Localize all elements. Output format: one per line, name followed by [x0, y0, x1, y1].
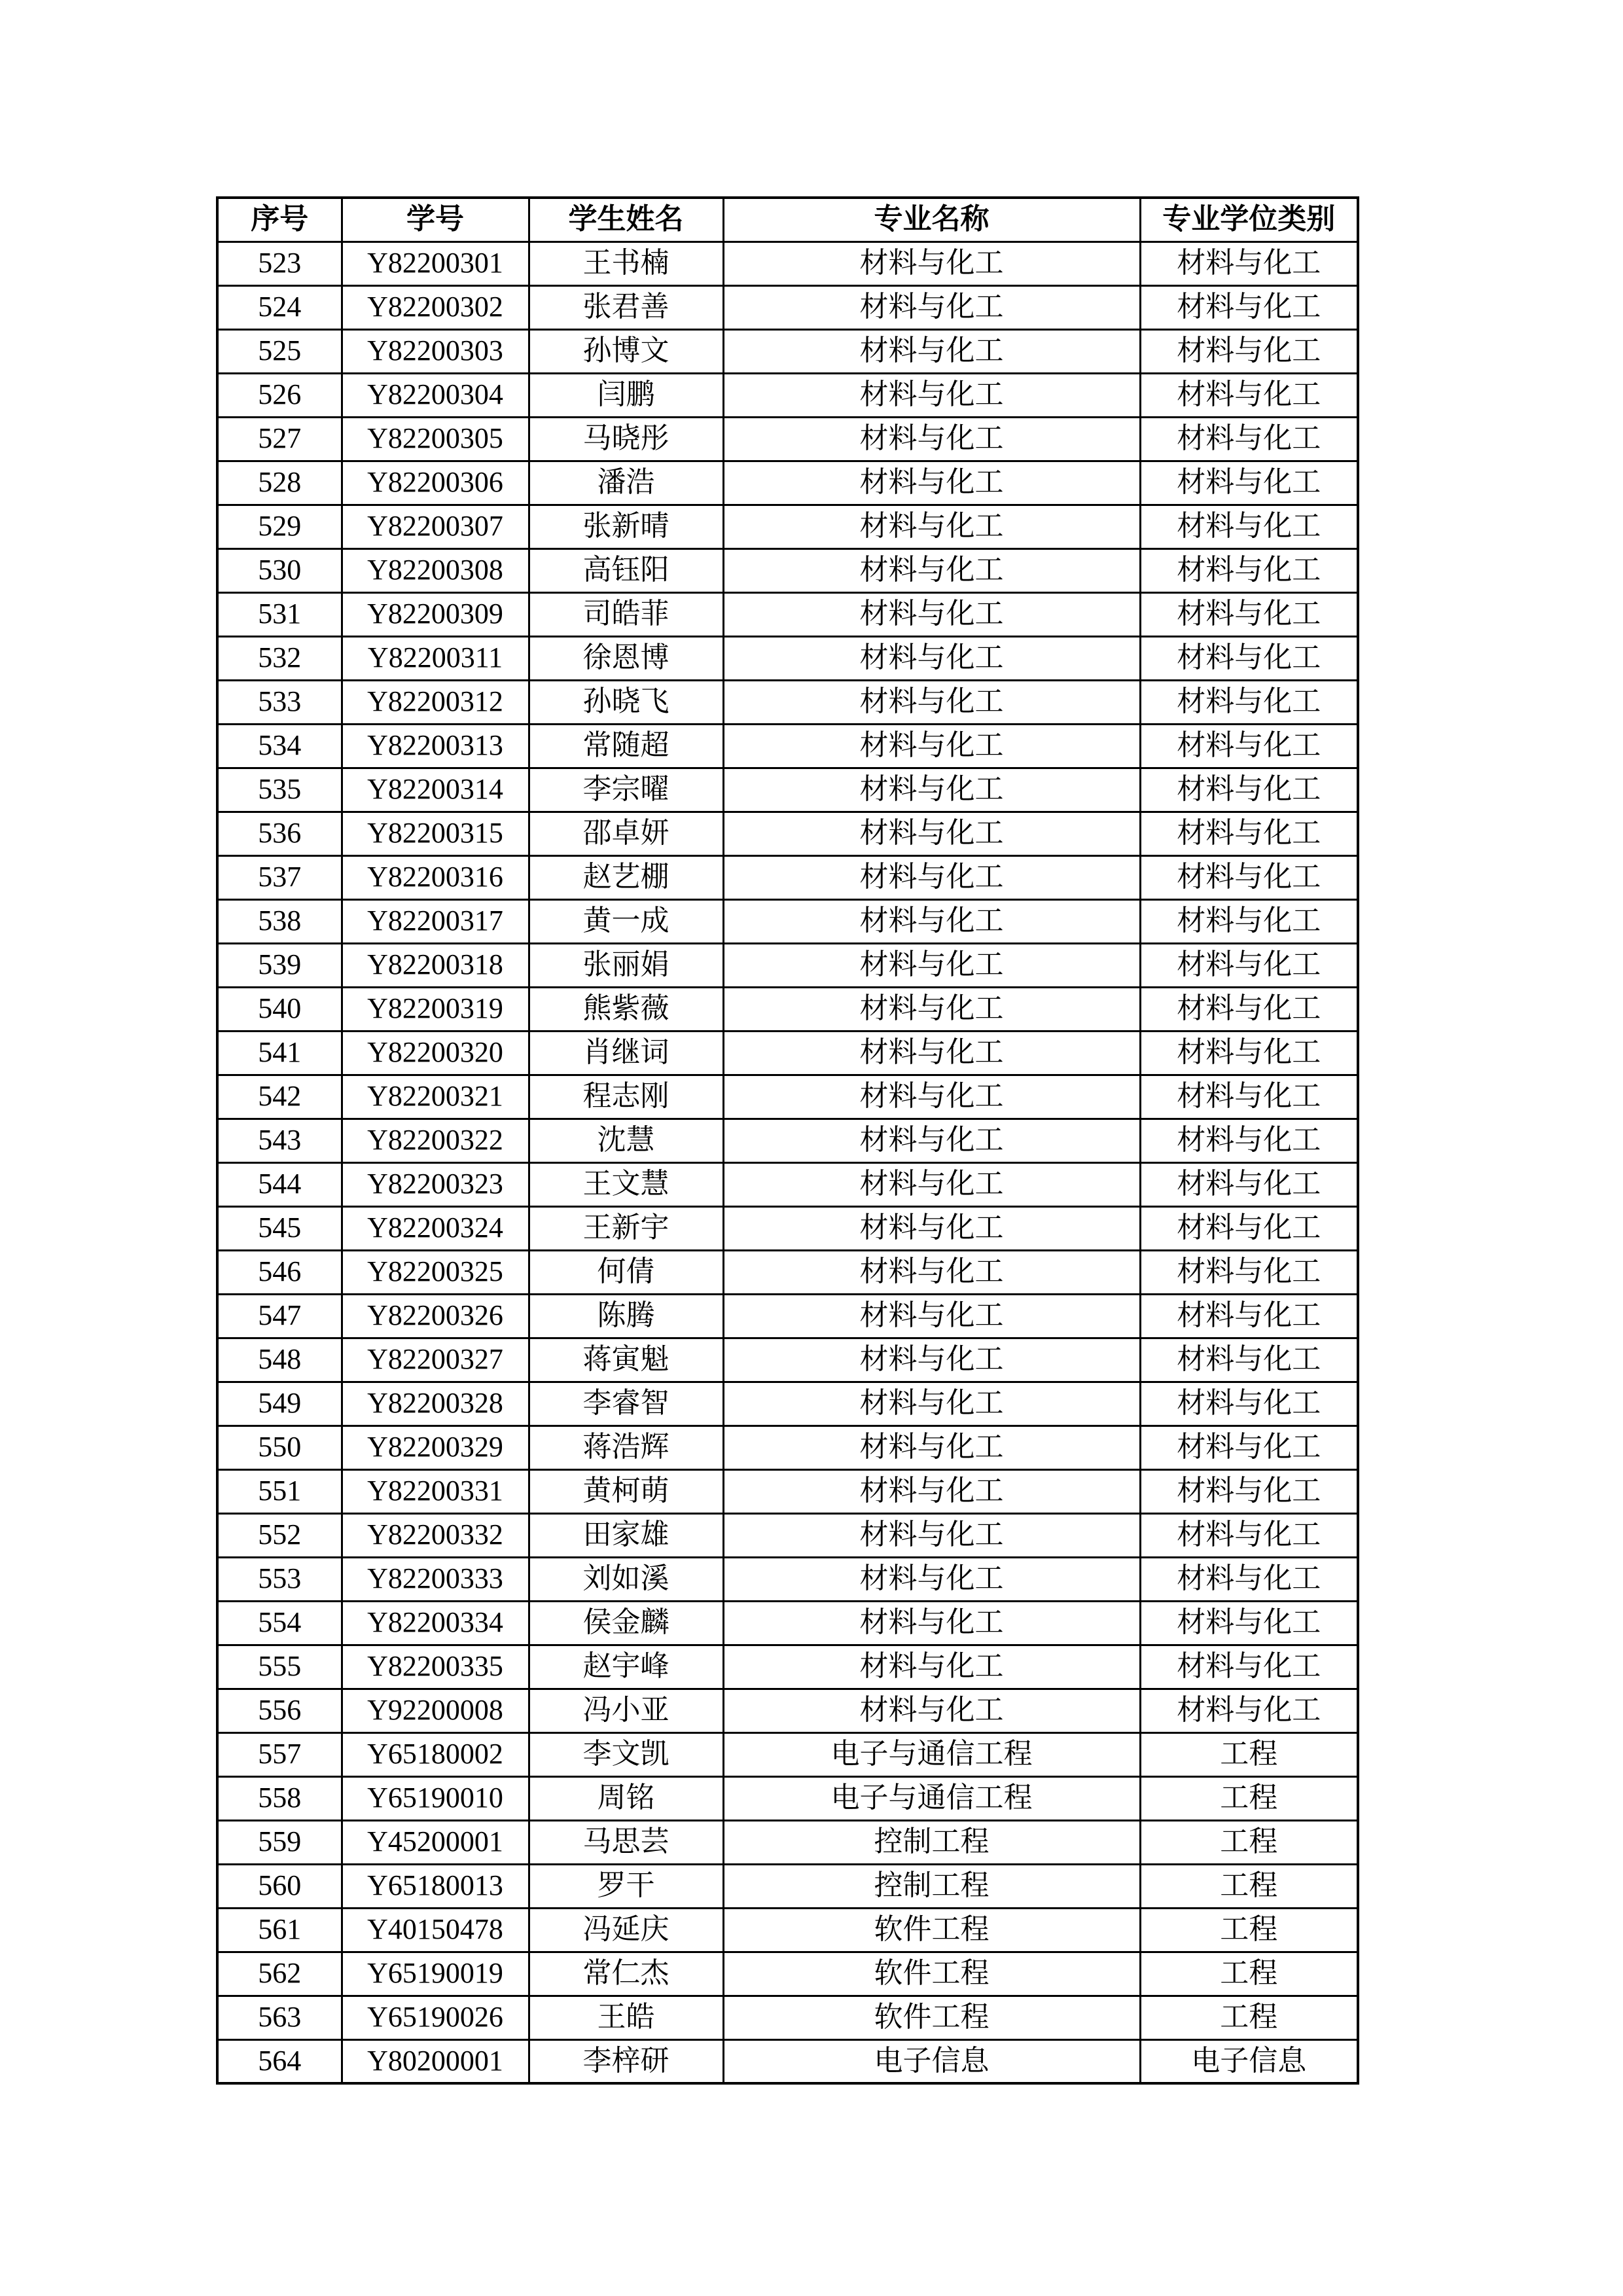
- cell-degree-category: 材料与化工: [1140, 285, 1358, 329]
- cell-name: 常仁杰: [529, 1952, 723, 1996]
- cell-major: 材料与化工: [723, 1206, 1140, 1250]
- table-row: [217, 1382, 1358, 1426]
- cell-seq: 532: [217, 636, 342, 680]
- cell-seq: 540: [217, 987, 342, 1031]
- cell-name: 何倩: [529, 1250, 723, 1294]
- cell-name: 王皓: [529, 1996, 723, 2039]
- table-row: [217, 1908, 1358, 1952]
- cell-degree-category: 工程: [1140, 1952, 1358, 1996]
- cell-student-id: Y65190026: [342, 1996, 529, 2039]
- table-row: [217, 1162, 1358, 1206]
- cell-seq: 558: [217, 1776, 342, 1820]
- cell-seq: 524: [217, 285, 342, 329]
- cell-seq: 527: [217, 417, 342, 461]
- cell-seq: 548: [217, 1338, 342, 1382]
- cell-degree-category: 材料与化工: [1140, 1075, 1358, 1119]
- cell-student-id: Y82200307: [342, 505, 529, 548]
- cell-name: 常随超: [529, 724, 723, 768]
- cell-seq: 523: [217, 242, 342, 285]
- cell-name: 程志刚: [529, 1075, 723, 1119]
- cell-student-id: Y82200332: [342, 1513, 529, 1557]
- table-row: [217, 812, 1358, 855]
- table-row: [217, 1645, 1358, 1689]
- table-row: [217, 1689, 1358, 1732]
- cell-student-id: Y82200302: [342, 285, 529, 329]
- cell-seq: 536: [217, 812, 342, 855]
- cell-name: 马晓彤: [529, 417, 723, 461]
- cell-degree-category: 材料与化工: [1140, 899, 1358, 943]
- cell-student-id: Y82200319: [342, 987, 529, 1031]
- cell-student-id: Y82200313: [342, 724, 529, 768]
- cell-name: 刘如溪: [529, 1557, 723, 1601]
- cell-seq: 555: [217, 1645, 342, 1689]
- table-row: [217, 1732, 1358, 1776]
- cell-major: 电子与通信工程: [723, 1732, 1140, 1776]
- cell-student-id: Y82200323: [342, 1162, 529, 1206]
- cell-seq: 525: [217, 329, 342, 373]
- cell-name: 黄柯萌: [529, 1469, 723, 1513]
- cell-major: 材料与化工: [723, 1119, 1140, 1162]
- table-row: [217, 768, 1358, 812]
- cell-degree-category: 材料与化工: [1140, 1513, 1358, 1557]
- cell-major: 材料与化工: [723, 329, 1140, 373]
- table-row: [217, 1338, 1358, 1382]
- cell-name: 罗干: [529, 1864, 723, 1908]
- cell-degree-category: 材料与化工: [1140, 373, 1358, 417]
- cell-student-id: Y82200315: [342, 812, 529, 855]
- cell-student-id: Y82200326: [342, 1294, 529, 1338]
- table-row: [217, 1119, 1358, 1162]
- cell-name: 黄一成: [529, 899, 723, 943]
- cell-major: 材料与化工: [723, 724, 1140, 768]
- cell-degree-category: 材料与化工: [1140, 505, 1358, 548]
- cell-name: 李宗曜: [529, 768, 723, 812]
- cell-seq: 533: [217, 680, 342, 724]
- cell-major: 材料与化工: [723, 899, 1140, 943]
- cell-name: 王新宇: [529, 1206, 723, 1250]
- cell-degree-category: 材料与化工: [1140, 1689, 1358, 1732]
- cell-student-id: Y82200325: [342, 1250, 529, 1294]
- cell-seq: 562: [217, 1952, 342, 1996]
- cell-name: 冯延庆: [529, 1908, 723, 1952]
- cell-seq: 554: [217, 1601, 342, 1645]
- table-row: [217, 1864, 1358, 1908]
- cell-degree-category: 材料与化工: [1140, 943, 1358, 987]
- cell-degree-category: 材料与化工: [1140, 417, 1358, 461]
- cell-major: 材料与化工: [723, 812, 1140, 855]
- cell-major: 材料与化工: [723, 1294, 1140, 1338]
- cell-name: 冯小亚: [529, 1689, 723, 1732]
- cell-seq: 545: [217, 1206, 342, 1250]
- cell-major: 材料与化工: [723, 505, 1140, 548]
- cell-major: 材料与化工: [723, 242, 1140, 285]
- cell-seq: 546: [217, 1250, 342, 1294]
- cell-seq: 563: [217, 1996, 342, 2039]
- cell-student-id: Y82200305: [342, 417, 529, 461]
- cell-major: 材料与化工: [723, 417, 1140, 461]
- table-row: [217, 242, 1358, 285]
- table-row: [217, 1776, 1358, 1820]
- cell-student-id: Y82200329: [342, 1426, 529, 1469]
- table-row: [217, 1601, 1358, 1645]
- cell-seq: 542: [217, 1075, 342, 1119]
- cell-major: 电子与通信工程: [723, 1776, 1140, 1820]
- cell-degree-category: 材料与化工: [1140, 987, 1358, 1031]
- cell-major: 材料与化工: [723, 1031, 1140, 1075]
- cell-degree-category: 工程: [1140, 1732, 1358, 1776]
- cell-seq: 552: [217, 1513, 342, 1557]
- cell-degree-category: 材料与化工: [1140, 1469, 1358, 1513]
- cell-degree-category: 材料与化工: [1140, 1162, 1358, 1206]
- cell-student-id: Y82200322: [342, 1119, 529, 1162]
- table-row: [217, 636, 1358, 680]
- cell-major: 材料与化工: [723, 1250, 1140, 1294]
- cell-seq: 559: [217, 1820, 342, 1864]
- cell-seq: 544: [217, 1162, 342, 1206]
- cell-major: 软件工程: [723, 1908, 1140, 1952]
- table-row: [217, 461, 1358, 505]
- cell-student-id: Y80200001: [342, 2039, 529, 2083]
- cell-major: 材料与化工: [723, 987, 1140, 1031]
- cell-degree-category: 材料与化工: [1140, 1645, 1358, 1689]
- cell-major: 材料与化工: [723, 768, 1140, 812]
- cell-student-id: Y82200314: [342, 768, 529, 812]
- cell-seq: 539: [217, 943, 342, 987]
- table-row: [217, 987, 1358, 1031]
- cell-major: 材料与化工: [723, 1645, 1140, 1689]
- cell-name: 田家雄: [529, 1513, 723, 1557]
- cell-student-id: Y82200316: [342, 855, 529, 899]
- cell-major: 电子信息: [723, 2039, 1140, 2083]
- cell-major: 材料与化工: [723, 285, 1140, 329]
- cell-seq: 549: [217, 1382, 342, 1426]
- cell-name: 周铭: [529, 1776, 723, 1820]
- cell-major: 材料与化工: [723, 461, 1140, 505]
- cell-student-id: Y82200317: [342, 899, 529, 943]
- cell-degree-category: 材料与化工: [1140, 1426, 1358, 1469]
- table-row: [217, 592, 1358, 636]
- cell-seq: 526: [217, 373, 342, 417]
- cell-name: 王文慧: [529, 1162, 723, 1206]
- cell-student-id: Y82200327: [342, 1338, 529, 1382]
- cell-name: 徐恩博: [529, 636, 723, 680]
- cell-seq: 557: [217, 1732, 342, 1776]
- cell-degree-category: 工程: [1140, 1864, 1358, 1908]
- cell-seq: 560: [217, 1864, 342, 1908]
- cell-degree-category: 材料与化工: [1140, 812, 1358, 855]
- cell-major: 控制工程: [723, 1864, 1140, 1908]
- cell-degree-category: 材料与化工: [1140, 329, 1358, 373]
- cell-major: 软件工程: [723, 1996, 1140, 2039]
- table-row: [217, 1820, 1358, 1864]
- cell-student-id: Y65190019: [342, 1952, 529, 1996]
- cell-name: 侯金麟: [529, 1601, 723, 1645]
- cell-student-id: Y82200320: [342, 1031, 529, 1075]
- cell-student-id: Y82200321: [342, 1075, 529, 1119]
- cell-seq: 551: [217, 1469, 342, 1513]
- cell-student-id: Y82200312: [342, 680, 529, 724]
- cell-name: 熊紫薇: [529, 987, 723, 1031]
- cell-student-id: Y82200331: [342, 1469, 529, 1513]
- cell-major: 材料与化工: [723, 855, 1140, 899]
- header-degree-category: 专业学位类别: [1140, 198, 1358, 242]
- cell-name: 张新晴: [529, 505, 723, 548]
- cell-name: 王书楠: [529, 242, 723, 285]
- cell-name: 李梓研: [529, 2039, 723, 2083]
- cell-seq: 564: [217, 2039, 342, 2083]
- cell-seq: 530: [217, 548, 342, 592]
- header-student-id: 学号: [342, 198, 529, 242]
- cell-seq: 547: [217, 1294, 342, 1338]
- cell-degree-category: 材料与化工: [1140, 1557, 1358, 1601]
- cell-name: 沈慧: [529, 1119, 723, 1162]
- cell-degree-category: 工程: [1140, 1908, 1358, 1952]
- table-row: [217, 680, 1358, 724]
- cell-major: 材料与化工: [723, 1338, 1140, 1382]
- table-row: [217, 724, 1358, 768]
- cell-degree-category: 材料与化工: [1140, 855, 1358, 899]
- cell-degree-category: 电子信息: [1140, 2039, 1358, 2083]
- cell-major: 材料与化工: [723, 1689, 1140, 1732]
- cell-major: 材料与化工: [723, 680, 1140, 724]
- table-row: [217, 1557, 1358, 1601]
- cell-name: 孙博文: [529, 329, 723, 373]
- cell-student-id: Y82200333: [342, 1557, 529, 1601]
- cell-degree-category: 材料与化工: [1140, 548, 1358, 592]
- cell-student-id: Y82200308: [342, 548, 529, 592]
- cell-seq: 535: [217, 768, 342, 812]
- cell-major: 材料与化工: [723, 373, 1140, 417]
- cell-name: 司皓菲: [529, 592, 723, 636]
- cell-degree-category: 材料与化工: [1140, 1382, 1358, 1426]
- cell-name: 邵卓妍: [529, 812, 723, 855]
- cell-seq: 534: [217, 724, 342, 768]
- cell-name: 蒋寅魁: [529, 1338, 723, 1382]
- cell-degree-category: 材料与化工: [1140, 1338, 1358, 1382]
- cell-degree-category: 材料与化工: [1140, 1601, 1358, 1645]
- cell-major: 软件工程: [723, 1952, 1140, 1996]
- cell-student-id: Y82200318: [342, 943, 529, 987]
- table-row: [217, 1294, 1358, 1338]
- header-row: [217, 198, 1358, 242]
- header-student-name: 学生姓名: [529, 198, 723, 242]
- cell-name: 闫鹏: [529, 373, 723, 417]
- cell-major: 材料与化工: [723, 1075, 1140, 1119]
- cell-major: 材料与化工: [723, 592, 1140, 636]
- cell-seq: 529: [217, 505, 342, 548]
- table-row: [217, 1426, 1358, 1469]
- table-row: [217, 2039, 1358, 2083]
- cell-degree-category: 工程: [1140, 1996, 1358, 2039]
- table-row: [217, 505, 1358, 548]
- cell-major: 材料与化工: [723, 1557, 1140, 1601]
- cell-student-id: Y82200309: [342, 592, 529, 636]
- cell-student-id: Y40150478: [342, 1908, 529, 1952]
- cell-seq: 537: [217, 855, 342, 899]
- cell-degree-category: 材料与化工: [1140, 1250, 1358, 1294]
- cell-name: 陈腾: [529, 1294, 723, 1338]
- cell-major: 材料与化工: [723, 548, 1140, 592]
- table-row: [217, 899, 1358, 943]
- cell-major: 材料与化工: [723, 1162, 1140, 1206]
- cell-seq: 550: [217, 1426, 342, 1469]
- cell-major: 材料与化工: [723, 1513, 1140, 1557]
- cell-degree-category: 材料与化工: [1140, 1294, 1358, 1338]
- cell-degree-category: 材料与化工: [1140, 768, 1358, 812]
- table-row: [217, 1206, 1358, 1250]
- cell-student-id: Y82200324: [342, 1206, 529, 1250]
- cell-seq: 528: [217, 461, 342, 505]
- cell-name: 李睿智: [529, 1382, 723, 1426]
- table-row: [217, 1513, 1358, 1557]
- cell-student-id: Y65180002: [342, 1732, 529, 1776]
- student-roster-table: [216, 196, 1359, 2085]
- cell-student-id: Y65180013: [342, 1864, 529, 1908]
- cell-major: 材料与化工: [723, 943, 1140, 987]
- table-row: [217, 1031, 1358, 1075]
- cell-student-id: Y65190010: [342, 1776, 529, 1820]
- table-row: [217, 1075, 1358, 1119]
- table-row: [217, 417, 1358, 461]
- cell-seq: 561: [217, 1908, 342, 1952]
- cell-name: 张君善: [529, 285, 723, 329]
- header-seq: 序号: [217, 198, 342, 242]
- table-row: [217, 943, 1358, 987]
- cell-name: 张丽娟: [529, 943, 723, 987]
- cell-seq: 543: [217, 1119, 342, 1162]
- cell-student-id: Y82200328: [342, 1382, 529, 1426]
- cell-name: 赵宇峰: [529, 1645, 723, 1689]
- cell-degree-category: 材料与化工: [1140, 724, 1358, 768]
- student-table-body: [217, 242, 1358, 2083]
- cell-degree-category: 材料与化工: [1140, 680, 1358, 724]
- cell-major: 控制工程: [723, 1820, 1140, 1864]
- cell-degree-category: 材料与化工: [1140, 636, 1358, 680]
- cell-student-id: Y82200311: [342, 636, 529, 680]
- cell-name: 李文凯: [529, 1732, 723, 1776]
- cell-major: 材料与化工: [723, 636, 1140, 680]
- cell-student-id: Y82200301: [342, 242, 529, 285]
- cell-student-id: Y82200304: [342, 373, 529, 417]
- table-row: [217, 855, 1358, 899]
- cell-student-id: Y45200001: [342, 1820, 529, 1864]
- cell-student-id: Y82200335: [342, 1645, 529, 1689]
- table-row: [217, 1996, 1358, 2039]
- cell-name: 赵艺棚: [529, 855, 723, 899]
- cell-major: 材料与化工: [723, 1382, 1140, 1426]
- table-row: [217, 329, 1358, 373]
- cell-student-id: Y82200334: [342, 1601, 529, 1645]
- cell-name: 蒋浩辉: [529, 1426, 723, 1469]
- cell-name: 孙晓飞: [529, 680, 723, 724]
- cell-degree-category: 材料与化工: [1140, 242, 1358, 285]
- cell-name: 马思芸: [529, 1820, 723, 1864]
- cell-name: 肖继词: [529, 1031, 723, 1075]
- header-major: 专业名称: [723, 198, 1140, 242]
- cell-student-id: Y82200303: [342, 329, 529, 373]
- table-row: [217, 1469, 1358, 1513]
- cell-student-id: Y82200306: [342, 461, 529, 505]
- cell-major: 材料与化工: [723, 1426, 1140, 1469]
- table-row: [217, 285, 1358, 329]
- cell-name: 高钰阳: [529, 548, 723, 592]
- table-header: [217, 198, 1358, 242]
- table-row: [217, 548, 1358, 592]
- cell-seq: 531: [217, 592, 342, 636]
- cell-degree-category: 工程: [1140, 1820, 1358, 1864]
- cell-student-id: Y92200008: [342, 1689, 529, 1732]
- table-row: [217, 1250, 1358, 1294]
- cell-degree-category: 工程: [1140, 1776, 1358, 1820]
- cell-seq: 538: [217, 899, 342, 943]
- cell-major: 材料与化工: [723, 1601, 1140, 1645]
- cell-degree-category: 材料与化工: [1140, 1119, 1358, 1162]
- table-row: [217, 373, 1358, 417]
- cell-degree-category: 材料与化工: [1140, 1031, 1358, 1075]
- cell-name: 潘浩: [529, 461, 723, 505]
- table-row: [217, 1952, 1358, 1996]
- cell-seq: 541: [217, 1031, 342, 1075]
- cell-seq: 553: [217, 1557, 342, 1601]
- cell-major: 材料与化工: [723, 1469, 1140, 1513]
- cell-degree-category: 材料与化工: [1140, 1206, 1358, 1250]
- cell-degree-category: 材料与化工: [1140, 592, 1358, 636]
- cell-seq: 556: [217, 1689, 342, 1732]
- cell-degree-category: 材料与化工: [1140, 461, 1358, 505]
